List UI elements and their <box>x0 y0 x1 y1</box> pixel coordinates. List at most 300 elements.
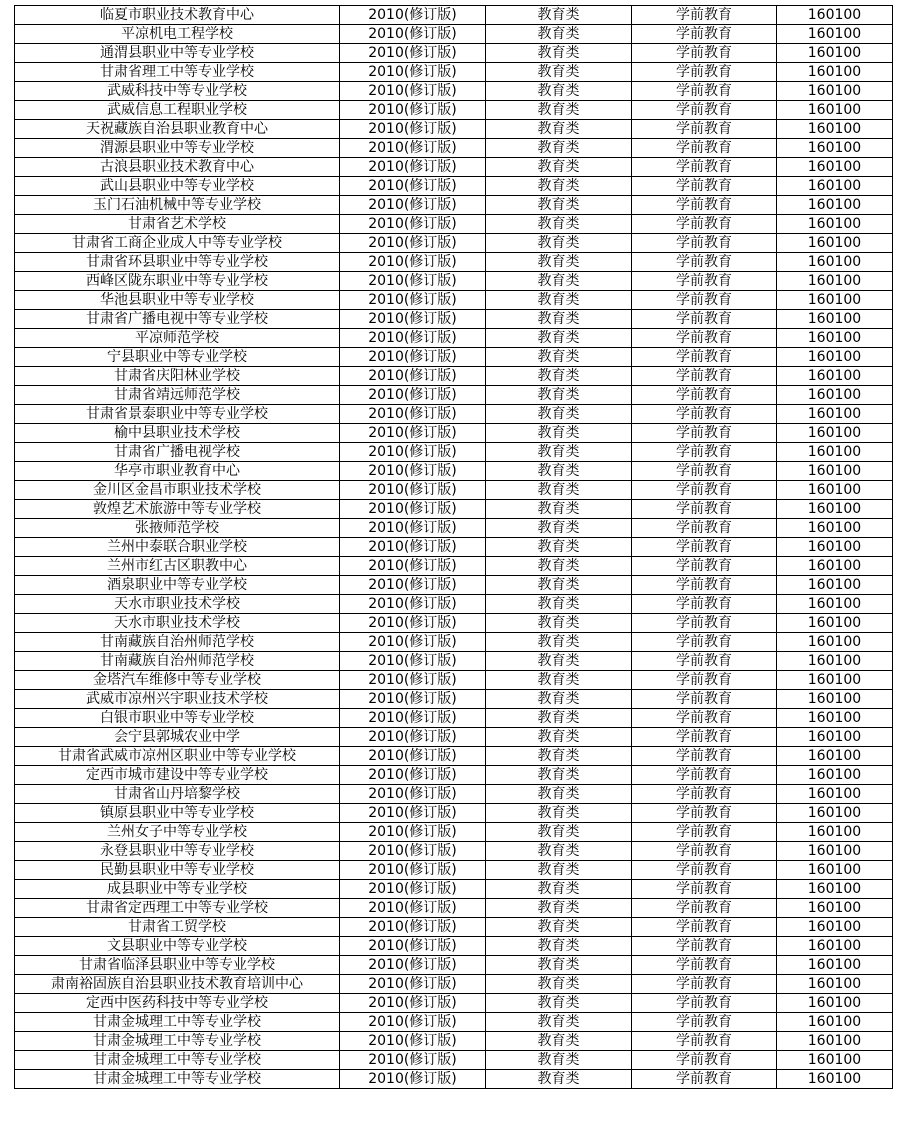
category-cell: 教育类 <box>486 386 632 405</box>
table-row <box>15 329 893 348</box>
major-name-cell: 学前教育 <box>632 899 777 918</box>
table-row <box>15 139 893 158</box>
major-name-cell: 学前教育 <box>632 823 777 842</box>
table-row <box>15 405 893 424</box>
table-body <box>15 6 893 1089</box>
major-code-cell: 160100 <box>777 633 893 652</box>
major-code-cell: 160100 <box>777 918 893 937</box>
table-row <box>15 291 893 310</box>
category-cell: 教育类 <box>486 443 632 462</box>
table-row <box>15 196 893 215</box>
table-row <box>15 728 893 747</box>
table-row <box>15 747 893 766</box>
table-row <box>15 899 893 918</box>
table-row <box>15 1070 893 1089</box>
catalog-version-cell: 2010(修订版) <box>340 766 486 785</box>
school-name-cell: 成县职业中等专业学校 <box>15 880 340 899</box>
major-name-cell: 学前教育 <box>632 785 777 804</box>
category-cell: 教育类 <box>486 975 632 994</box>
major-name-cell: 学前教育 <box>632 120 777 139</box>
major-name-cell: 学前教育 <box>632 443 777 462</box>
table-row <box>15 842 893 861</box>
major-code-cell: 160100 <box>777 576 893 595</box>
table-row <box>15 918 893 937</box>
category-cell: 教育类 <box>486 994 632 1013</box>
major-code-cell: 160100 <box>777 272 893 291</box>
category-cell: 教育类 <box>486 1013 632 1032</box>
major-code-cell: 160100 <box>777 747 893 766</box>
table-row <box>15 652 893 671</box>
school-name-cell: 武威市凉州兴宇职业技术学校 <box>15 690 340 709</box>
school-name-cell: 文县职业中等专业学校 <box>15 937 340 956</box>
school-name-cell: 通渭县职业中等专业学校 <box>15 44 340 63</box>
catalog-version-cell: 2010(修订版) <box>340 576 486 595</box>
category-cell: 教育类 <box>486 462 632 481</box>
category-cell: 教育类 <box>486 196 632 215</box>
catalog-version-cell: 2010(修订版) <box>340 519 486 538</box>
catalog-version-cell: 2010(修订版) <box>340 462 486 481</box>
major-code-cell: 160100 <box>777 386 893 405</box>
school-program-table <box>14 5 893 1089</box>
major-code-cell: 160100 <box>777 44 893 63</box>
school-name-cell: 古浪县职业技术教育中心 <box>15 158 340 177</box>
major-name-cell: 学前教育 <box>632 291 777 310</box>
major-code-cell: 160100 <box>777 1013 893 1032</box>
major-name-cell: 学前教育 <box>632 481 777 500</box>
major-code-cell: 160100 <box>777 424 893 443</box>
catalog-version-cell: 2010(修订版) <box>340 899 486 918</box>
school-name-cell: 甘肃省武威市凉州区职业中等专业学校 <box>15 747 340 766</box>
major-name-cell: 学前教育 <box>632 595 777 614</box>
major-code-cell: 160100 <box>777 671 893 690</box>
major-code-cell: 160100 <box>777 614 893 633</box>
major-code-cell: 160100 <box>777 785 893 804</box>
catalog-version-cell: 2010(修订版) <box>340 1070 486 1089</box>
category-cell: 教育类 <box>486 1032 632 1051</box>
major-name-cell: 学前教育 <box>632 253 777 272</box>
major-code-cell: 160100 <box>777 728 893 747</box>
catalog-version-cell: 2010(修订版) <box>340 671 486 690</box>
major-code-cell: 160100 <box>777 709 893 728</box>
school-name-cell: 榆中县职业技术学校 <box>15 424 340 443</box>
major-name-cell: 学前教育 <box>632 519 777 538</box>
school-name-cell: 酒泉职业中等专业学校 <box>15 576 340 595</box>
major-name-cell: 学前教育 <box>632 139 777 158</box>
school-name-cell: 甘肃省艺术学校 <box>15 215 340 234</box>
catalog-version-cell: 2010(修订版) <box>340 994 486 1013</box>
category-cell: 教育类 <box>486 899 632 918</box>
school-name-cell: 金川区金昌市职业技术学校 <box>15 481 340 500</box>
school-name-cell: 定西中医药科技中等专业学校 <box>15 994 340 1013</box>
major-code-cell: 160100 <box>777 310 893 329</box>
major-name-cell: 学前教育 <box>632 44 777 63</box>
school-name-cell: 会宁县郭城农业中学 <box>15 728 340 747</box>
major-code-cell: 160100 <box>777 994 893 1013</box>
major-name-cell: 学前教育 <box>632 310 777 329</box>
table-row <box>15 158 893 177</box>
school-name-cell: 平凉师范学校 <box>15 329 340 348</box>
major-code-cell: 160100 <box>777 519 893 538</box>
catalog-version-cell: 2010(修订版) <box>340 728 486 747</box>
catalog-version-cell: 2010(修订版) <box>340 557 486 576</box>
school-name-cell: 甘肃省工贸学校 <box>15 918 340 937</box>
major-code-cell: 160100 <box>777 25 893 44</box>
catalog-version-cell: 2010(修订版) <box>340 272 486 291</box>
school-name-cell: 民勤县职业中等专业学校 <box>15 861 340 880</box>
catalog-version-cell: 2010(修订版) <box>340 291 486 310</box>
major-name-cell: 学前教育 <box>632 918 777 937</box>
major-name-cell: 学前教育 <box>632 158 777 177</box>
major-name-cell: 学前教育 <box>632 766 777 785</box>
school-name-cell: 兰州女子中等专业学校 <box>15 823 340 842</box>
table-row <box>15 272 893 291</box>
category-cell: 教育类 <box>486 158 632 177</box>
table-row <box>15 386 893 405</box>
school-name-cell: 天水市职业技术学校 <box>15 595 340 614</box>
category-cell: 教育类 <box>486 671 632 690</box>
school-name-cell: 甘肃省工商企业成人中等专业学校 <box>15 234 340 253</box>
table-row <box>15 500 893 519</box>
category-cell: 教育类 <box>486 44 632 63</box>
category-cell: 教育类 <box>486 310 632 329</box>
catalog-version-cell: 2010(修订版) <box>340 500 486 519</box>
major-name-cell: 学前教育 <box>632 25 777 44</box>
table-row <box>15 367 893 386</box>
major-name-cell: 学前教育 <box>632 709 777 728</box>
major-code-cell: 160100 <box>777 538 893 557</box>
catalog-version-cell: 2010(修订版) <box>340 443 486 462</box>
table-row <box>15 1051 893 1070</box>
table-row <box>15 785 893 804</box>
major-code-cell: 160100 <box>777 177 893 196</box>
major-code-cell: 160100 <box>777 82 893 101</box>
category-cell: 教育类 <box>486 348 632 367</box>
catalog-version-cell: 2010(修订版) <box>340 975 486 994</box>
school-name-cell: 张掖师范学校 <box>15 519 340 538</box>
catalog-version-cell: 2010(修订版) <box>340 367 486 386</box>
school-name-cell: 玉门石油机械中等专业学校 <box>15 196 340 215</box>
table-row <box>15 937 893 956</box>
catalog-version-cell: 2010(修订版) <box>340 918 486 937</box>
major-name-cell: 学前教育 <box>632 861 777 880</box>
major-code-cell: 160100 <box>777 367 893 386</box>
school-name-cell: 甘肃金城理工中等专业学校 <box>15 1013 340 1032</box>
catalog-version-cell: 2010(修订版) <box>340 234 486 253</box>
major-name-cell: 学前教育 <box>632 1051 777 1070</box>
school-name-cell: 兰州中泰联合职业学校 <box>15 538 340 557</box>
catalog-version-cell: 2010(修订版) <box>340 804 486 823</box>
catalog-version-cell: 2010(修订版) <box>340 310 486 329</box>
category-cell: 教育类 <box>486 937 632 956</box>
table-row <box>15 576 893 595</box>
school-name-cell: 甘肃省景泰职业中等专业学校 <box>15 405 340 424</box>
table-row <box>15 63 893 82</box>
school-name-cell: 甘肃省理工中等专业学校 <box>15 63 340 82</box>
table-row <box>15 6 893 25</box>
major-code-cell: 160100 <box>777 215 893 234</box>
school-name-cell: 渭源县职业中等专业学校 <box>15 139 340 158</box>
table-row <box>15 519 893 538</box>
category-cell: 教育类 <box>486 234 632 253</box>
major-name-cell: 学前教育 <box>632 1013 777 1032</box>
major-name-cell: 学前教育 <box>632 1070 777 1089</box>
table-row <box>15 234 893 253</box>
school-name-cell: 天祝藏族自治县职业教育中心 <box>15 120 340 139</box>
major-code-cell: 160100 <box>777 329 893 348</box>
major-name-cell: 学前教育 <box>632 367 777 386</box>
catalog-version-cell: 2010(修订版) <box>340 25 486 44</box>
catalog-version-cell: 2010(修订版) <box>340 405 486 424</box>
major-name-cell: 学前教育 <box>632 234 777 253</box>
catalog-version-cell: 2010(修订版) <box>340 63 486 82</box>
category-cell: 教育类 <box>486 842 632 861</box>
school-name-cell: 武威信息工程职业学校 <box>15 101 340 120</box>
catalog-version-cell: 2010(修订版) <box>340 6 486 25</box>
major-code-cell: 160100 <box>777 462 893 481</box>
major-code-cell: 160100 <box>777 690 893 709</box>
table-row <box>15 956 893 975</box>
school-name-cell: 甘肃金城理工中等专业学校 <box>15 1070 340 1089</box>
major-code-cell: 160100 <box>777 842 893 861</box>
catalog-version-cell: 2010(修订版) <box>340 253 486 272</box>
school-name-cell: 白银市职业中等专业学校 <box>15 709 340 728</box>
school-program-sheet <box>14 5 893 1089</box>
school-name-cell: 定西市城市建设中等专业学校 <box>15 766 340 785</box>
major-name-cell: 学前教育 <box>632 747 777 766</box>
school-name-cell: 兰州市红古区职教中心 <box>15 557 340 576</box>
school-name-cell: 甘肃省定西理工中等专业学校 <box>15 899 340 918</box>
catalog-version-cell: 2010(修订版) <box>340 614 486 633</box>
catalog-version-cell: 2010(修订版) <box>340 937 486 956</box>
category-cell: 教育类 <box>486 367 632 386</box>
category-cell: 教育类 <box>486 956 632 975</box>
catalog-version-cell: 2010(修订版) <box>340 424 486 443</box>
catalog-version-cell: 2010(修订版) <box>340 538 486 557</box>
category-cell: 教育类 <box>486 329 632 348</box>
table-row <box>15 766 893 785</box>
major-name-cell: 学前教育 <box>632 975 777 994</box>
school-name-cell: 甘肃省庆阳林业学校 <box>15 367 340 386</box>
category-cell: 教育类 <box>486 139 632 158</box>
table-row <box>15 538 893 557</box>
table-row <box>15 633 893 652</box>
school-name-cell: 敦煌艺术旅游中等专业学校 <box>15 500 340 519</box>
category-cell: 教育类 <box>486 405 632 424</box>
table-row <box>15 709 893 728</box>
major-code-cell: 160100 <box>777 652 893 671</box>
major-code-cell: 160100 <box>777 253 893 272</box>
catalog-version-cell: 2010(修订版) <box>340 82 486 101</box>
school-name-cell: 甘南藏族自治州师范学校 <box>15 633 340 652</box>
category-cell: 教育类 <box>486 101 632 120</box>
catalog-version-cell: 2010(修订版) <box>340 215 486 234</box>
catalog-version-cell: 2010(修订版) <box>340 1032 486 1051</box>
school-name-cell: 华亭市职业教育中心 <box>15 462 340 481</box>
catalog-version-cell: 2010(修订版) <box>340 633 486 652</box>
table-row <box>15 1032 893 1051</box>
school-name-cell: 镇原县职业中等专业学校 <box>15 804 340 823</box>
major-name-cell: 学前教育 <box>632 82 777 101</box>
major-code-cell: 160100 <box>777 823 893 842</box>
category-cell: 教育类 <box>486 766 632 785</box>
major-name-cell: 学前教育 <box>632 424 777 443</box>
category-cell: 教育类 <box>486 481 632 500</box>
major-name-cell: 学前教育 <box>632 1032 777 1051</box>
major-name-cell: 学前教育 <box>632 6 777 25</box>
table-row <box>15 1013 893 1032</box>
category-cell: 教育类 <box>486 804 632 823</box>
table-row <box>15 120 893 139</box>
major-name-cell: 学前教育 <box>632 614 777 633</box>
school-name-cell: 肃南裕固族自治县职业技术教育培训中心 <box>15 975 340 994</box>
category-cell: 教育类 <box>486 614 632 633</box>
table-row <box>15 880 893 899</box>
category-cell: 教育类 <box>486 595 632 614</box>
major-code-cell: 160100 <box>777 158 893 177</box>
catalog-version-cell: 2010(修订版) <box>340 139 486 158</box>
school-name-cell: 武威科技中等专业学校 <box>15 82 340 101</box>
category-cell: 教育类 <box>486 519 632 538</box>
category-cell: 教育类 <box>486 1070 632 1089</box>
major-name-cell: 学前教育 <box>632 842 777 861</box>
major-code-cell: 160100 <box>777 500 893 519</box>
table-row <box>15 348 893 367</box>
category-cell: 教育类 <box>486 215 632 234</box>
major-name-cell: 学前教育 <box>632 63 777 82</box>
major-code-cell: 160100 <box>777 139 893 158</box>
major-name-cell: 学前教育 <box>632 576 777 595</box>
table-row <box>15 25 893 44</box>
school-name-cell: 甘南藏族自治州师范学校 <box>15 652 340 671</box>
school-name-cell: 甘肃金城理工中等专业学校 <box>15 1032 340 1051</box>
table-row <box>15 215 893 234</box>
category-cell: 教育类 <box>486 6 632 25</box>
category-cell: 教育类 <box>486 500 632 519</box>
major-code-cell: 160100 <box>777 956 893 975</box>
school-name-cell: 永登县职业中等专业学校 <box>15 842 340 861</box>
table-row <box>15 462 893 481</box>
major-name-cell: 学前教育 <box>632 652 777 671</box>
school-name-cell: 甘肃省广播电视中等专业学校 <box>15 310 340 329</box>
school-name-cell: 临夏市职业技术教育中心 <box>15 6 340 25</box>
major-code-cell: 160100 <box>777 348 893 367</box>
major-name-cell: 学前教育 <box>632 728 777 747</box>
school-name-cell: 宁县职业中等专业学校 <box>15 348 340 367</box>
table-row <box>15 443 893 462</box>
table-row <box>15 557 893 576</box>
category-cell: 教育类 <box>486 918 632 937</box>
category-cell: 教育类 <box>486 177 632 196</box>
category-cell: 教育类 <box>486 690 632 709</box>
major-code-cell: 160100 <box>777 234 893 253</box>
major-code-cell: 160100 <box>777 1070 893 1089</box>
catalog-version-cell: 2010(修订版) <box>340 652 486 671</box>
table-row <box>15 671 893 690</box>
catalog-version-cell: 2010(修订版) <box>340 177 486 196</box>
category-cell: 教育类 <box>486 1051 632 1070</box>
category-cell: 教育类 <box>486 728 632 747</box>
catalog-version-cell: 2010(修订版) <box>340 956 486 975</box>
catalog-version-cell: 2010(修订版) <box>340 1013 486 1032</box>
catalog-version-cell: 2010(修订版) <box>340 120 486 139</box>
category-cell: 教育类 <box>486 120 632 139</box>
major-code-cell: 160100 <box>777 557 893 576</box>
school-name-cell: 西峰区陇东职业中等专业学校 <box>15 272 340 291</box>
category-cell: 教育类 <box>486 557 632 576</box>
table-row <box>15 804 893 823</box>
table-row <box>15 975 893 994</box>
major-name-cell: 学前教育 <box>632 101 777 120</box>
major-code-cell: 160100 <box>777 405 893 424</box>
table-row <box>15 424 893 443</box>
major-name-cell: 学前教育 <box>632 956 777 975</box>
school-name-cell: 金塔汽车维修中等专业学校 <box>15 671 340 690</box>
category-cell: 教育类 <box>486 538 632 557</box>
table-row <box>15 861 893 880</box>
table-row <box>15 177 893 196</box>
major-code-cell: 160100 <box>777 443 893 462</box>
major-code-cell: 160100 <box>777 1051 893 1070</box>
major-name-cell: 学前教育 <box>632 462 777 481</box>
catalog-version-cell: 2010(修订版) <box>340 785 486 804</box>
major-code-cell: 160100 <box>777 1032 893 1051</box>
major-name-cell: 学前教育 <box>632 804 777 823</box>
table-row <box>15 595 893 614</box>
category-cell: 教育类 <box>486 82 632 101</box>
table-row <box>15 253 893 272</box>
category-cell: 教育类 <box>486 424 632 443</box>
major-name-cell: 学前教育 <box>632 272 777 291</box>
category-cell: 教育类 <box>486 747 632 766</box>
catalog-version-cell: 2010(修订版) <box>340 1051 486 1070</box>
table-row <box>15 690 893 709</box>
category-cell: 教育类 <box>486 880 632 899</box>
major-name-cell: 学前教育 <box>632 196 777 215</box>
table-row <box>15 994 893 1013</box>
catalog-version-cell: 2010(修订版) <box>340 196 486 215</box>
major-code-cell: 160100 <box>777 101 893 120</box>
major-name-cell: 学前教育 <box>632 215 777 234</box>
category-cell: 教育类 <box>486 652 632 671</box>
school-name-cell: 华池县职业中等专业学校 <box>15 291 340 310</box>
major-code-cell: 160100 <box>777 899 893 918</box>
table-row <box>15 614 893 633</box>
catalog-version-cell: 2010(修订版) <box>340 386 486 405</box>
major-code-cell: 160100 <box>777 291 893 310</box>
school-name-cell: 武山县职业中等专业学校 <box>15 177 340 196</box>
major-name-cell: 学前教育 <box>632 329 777 348</box>
catalog-version-cell: 2010(修订版) <box>340 880 486 899</box>
school-name-cell: 甘肃金城理工中等专业学校 <box>15 1051 340 1070</box>
category-cell: 教育类 <box>486 823 632 842</box>
category-cell: 教育类 <box>486 291 632 310</box>
table-row <box>15 823 893 842</box>
catalog-version-cell: 2010(修订版) <box>340 481 486 500</box>
major-code-cell: 160100 <box>777 120 893 139</box>
school-name-cell: 平凉机电工程学校 <box>15 25 340 44</box>
major-name-cell: 学前教育 <box>632 633 777 652</box>
catalog-version-cell: 2010(修订版) <box>340 101 486 120</box>
category-cell: 教育类 <box>486 63 632 82</box>
school-name-cell: 甘肃省广播电视学校 <box>15 443 340 462</box>
catalog-version-cell: 2010(修订版) <box>340 690 486 709</box>
catalog-version-cell: 2010(修订版) <box>340 747 486 766</box>
category-cell: 教育类 <box>486 709 632 728</box>
category-cell: 教育类 <box>486 576 632 595</box>
category-cell: 教育类 <box>486 253 632 272</box>
major-code-cell: 160100 <box>777 861 893 880</box>
major-name-cell: 学前教育 <box>632 557 777 576</box>
